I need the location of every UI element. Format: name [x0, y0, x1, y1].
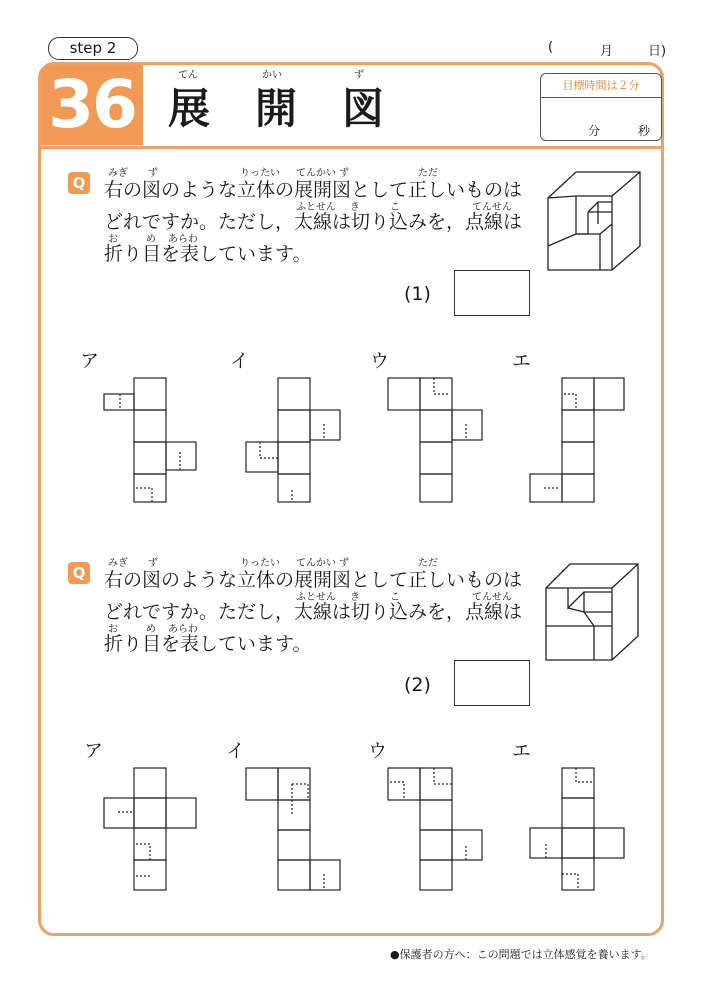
q2-answer-box[interactable] — [454, 660, 530, 706]
q2-icon: Q — [68, 562, 90, 584]
q2-choice-a-label: ア — [84, 740, 104, 762]
q2-net-i[interactable] — [244, 766, 342, 894]
q1-choice-u-label: ウ — [370, 350, 390, 372]
time-minutes: 分 — [588, 124, 601, 138]
q2-net-u[interactable] — [386, 766, 484, 894]
q1-ruby: てんせん — [472, 202, 512, 213]
q1-line2: どれですか。ただし，太線は切り込みを，点線は — [104, 211, 523, 233]
q1-choice-e-label: エ — [512, 350, 532, 372]
q1-ruby: め — [146, 234, 156, 245]
q1-answer-box[interactable] — [454, 270, 530, 316]
q2-ruby: ふとせん — [296, 592, 336, 603]
q1-ruby: りったい — [240, 168, 280, 179]
title-char-2: 開 — [255, 84, 306, 133]
header-divider — [41, 146, 661, 149]
q2-ruby: あらわ — [168, 624, 198, 635]
q1-icon: Q — [68, 172, 90, 194]
q1-choice-i-label: イ — [230, 350, 250, 372]
q2-solid-figure — [544, 562, 640, 662]
q1-ruby: てんかい ず — [296, 168, 350, 179]
q2-net-a[interactable] — [102, 766, 200, 894]
step-label: step 2 — [48, 37, 138, 60]
time-seconds: 秒 — [638, 124, 651, 138]
q1-ruby: ただ — [418, 168, 438, 179]
q1-net-i[interactable] — [244, 376, 342, 504]
date-open: ( — [548, 40, 554, 55]
q2-ruby: ただ — [418, 558, 438, 569]
date-day: 日) — [648, 44, 667, 59]
q1-answer-label: (1) — [404, 283, 431, 305]
q2-line1: 右の図のような立体の展開図として正しいものは — [104, 569, 523, 591]
q2-net-e[interactable] — [528, 766, 626, 894]
q1-ruby: ふとせん — [296, 202, 336, 213]
q2-line2: どれですか。ただし，太線は切り込みを，点線は — [104, 601, 523, 623]
q2-answer-label: (2) — [404, 674, 431, 696]
q1-ruby: ず — [148, 168, 158, 179]
q1-ruby: き — [350, 202, 360, 213]
q1-ruby: こ — [390, 202, 400, 213]
q2-ruby: め — [146, 624, 156, 635]
q1-ruby: あらわ — [168, 234, 198, 245]
q1-net-u[interactable] — [386, 376, 484, 504]
title-char-1: 展 — [168, 84, 219, 133]
q1-choice-a-label: ア — [80, 350, 100, 372]
title-char-3: 図 — [342, 84, 393, 133]
q1-line3: 折り目を表しています。 — [104, 243, 312, 265]
q2-choice-u-label: ウ — [368, 740, 388, 762]
time-goal: 目標時間は２分 — [541, 74, 661, 98]
q2-ruby: てんかい ず — [296, 558, 350, 569]
date-month: 月 — [600, 44, 614, 59]
title-ruby-3: ず — [354, 70, 364, 81]
q2-choice-e-label: エ — [512, 740, 532, 762]
lesson-number: 36 — [41, 65, 143, 145]
q2-ruby: ず — [148, 558, 158, 569]
q1-solid-figure — [546, 168, 642, 272]
q1-net-a[interactable] — [104, 376, 198, 504]
title-ruby-1: てん — [178, 70, 198, 81]
q2-choice-i-label: イ — [226, 740, 246, 762]
q1-ruby: みぎ — [108, 168, 128, 179]
q2-ruby: りったい — [240, 558, 280, 569]
q1-ruby: お — [108, 234, 118, 245]
q2-ruby: みぎ — [108, 558, 128, 569]
q1-line1: 右の図のような立体の展開図として正しいものは — [104, 179, 523, 201]
footer-note: ●保護者の方へ：この問題では立体感覚を養います。 — [390, 948, 652, 961]
q2-ruby: こ — [390, 592, 400, 603]
q2-ruby: お — [108, 624, 118, 635]
q1-net-e[interactable] — [528, 376, 626, 504]
q2-ruby: き — [350, 592, 360, 603]
title-ruby-2: かい — [262, 70, 282, 81]
q2-ruby: てんせん — [472, 592, 512, 603]
q2-line3: 折り目を表しています。 — [104, 633, 312, 655]
